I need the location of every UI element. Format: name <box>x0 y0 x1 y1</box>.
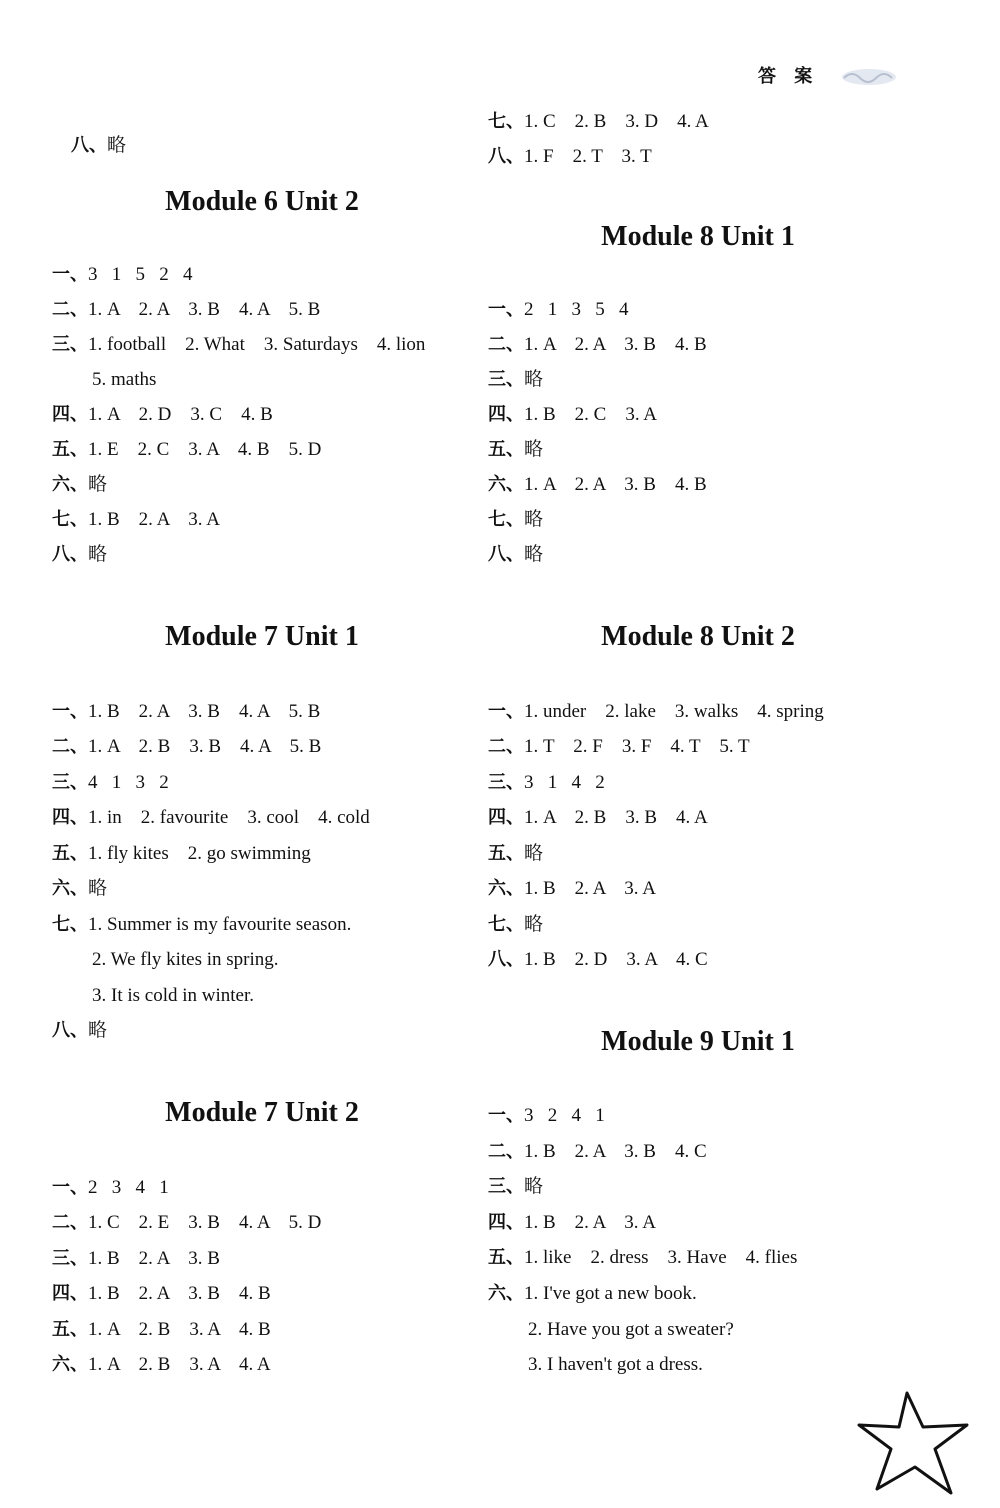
answer-line: 四、1. A 2. D 3. C 4. B <box>52 404 273 425</box>
answer-line: 3. I haven't got a dress. <box>528 1354 703 1375</box>
answer-line: 一、3 1 5 2 4 <box>52 264 193 285</box>
answer-line: 一、1. under 2. lake 3. walks 4. spring <box>488 701 824 722</box>
answer-line: 一、2 1 3 5 4 <box>488 299 629 320</box>
section-title: Module 8 Unit 2 <box>601 621 795 652</box>
answer-line: 5. maths <box>92 369 157 390</box>
answer-line: 二、1. B 2. A 3. B 4. C <box>488 1141 707 1162</box>
answer-line: 二、1. A 2. B 3. B 4. A 5. B <box>52 736 322 757</box>
answer-line: 六、1. A 2. B 3. A 4. A <box>52 1354 271 1375</box>
answer-line: 八、略 <box>488 544 544 565</box>
answer-line: 四、1. B 2. C 3. A <box>488 404 658 425</box>
answer-line: 2. We fly kites in spring. <box>92 949 279 970</box>
answer-line: 三、3 1 4 2 <box>488 772 605 793</box>
answer-line: 一、2 3 4 1 <box>52 1177 169 1198</box>
answer-line: 七、略 <box>488 914 544 935</box>
answer-line: 四、1. B 2. A 3. B 4. B <box>52 1283 271 1304</box>
answer-line: 四、1. in 2. favourite 3. cool 4. cold <box>52 807 370 828</box>
answer-line: 八、1. F 2. T 3. T <box>488 146 652 167</box>
answer-line: 五、略 <box>488 843 544 864</box>
answer-line: 二、1. A 2. A 3. B 4. A 5. B <box>52 299 321 320</box>
answer-line: 三、略 <box>488 1176 544 1197</box>
answer-line: 八、略 <box>71 135 127 156</box>
answer-line: 三、1. B 2. A 3. B <box>52 1248 220 1269</box>
answer-line: 一、1. B 2. A 3. B 4. A 5. B <box>52 701 321 722</box>
section-title: Module 9 Unit 1 <box>601 1026 795 1057</box>
answer-line: 2. Have you got a sweater? <box>528 1319 734 1340</box>
answer-line: 二、1. C 2. E 3. B 4. A 5. D <box>52 1212 322 1233</box>
section-title: Module 6 Unit 2 <box>165 186 359 217</box>
section-title: Module 7 Unit 2 <box>165 1097 359 1128</box>
answer-line: 五、1. A 2. B 3. A 4. B <box>52 1319 271 1340</box>
answer-line: 六、略 <box>52 474 108 495</box>
answer-line: 一、3 2 4 1 <box>488 1105 605 1126</box>
section-title: Module 7 Unit 1 <box>165 621 359 652</box>
answer-line: 3. It is cold in winter. <box>92 985 255 1006</box>
answer-line: 五、1. E 2. C 3. A 4. B 5. D <box>52 439 322 460</box>
star-icon <box>855 1385 995 1500</box>
answer-line: 三、1. football 2. What 3. Saturdays 4. lion <box>52 334 426 355</box>
answer-line: 五、略 <box>488 439 544 460</box>
answer-line: 四、1. A 2. B 3. B 4. A <box>488 807 708 828</box>
answer-line: 三、4 1 3 2 <box>52 772 169 793</box>
answer-line: 五、1. fly kites 2. go swimming <box>52 843 311 864</box>
answer-line: 七、略 <box>488 509 544 530</box>
answer-line: 二、1. T 2. F 3. F 4. T 5. T <box>488 736 750 757</box>
answer-line: 六、略 <box>52 878 108 899</box>
answer-line: 五、1. like 2. dress 3. Have 4. flies <box>488 1247 798 1268</box>
answer-line: 八、略 <box>52 1020 108 1041</box>
answer-line: 八、略 <box>52 544 108 565</box>
answer-line: 七、1. C 2. B 3. D 4. A <box>488 111 709 132</box>
decorative-wave-icon <box>840 66 898 88</box>
answer-line: 七、1. B 2. A 3. A <box>52 509 220 530</box>
answer-line: 六、1. I've got a new book. <box>488 1283 697 1304</box>
answer-line: 七、1. Summer is my favourite season. <box>52 914 352 935</box>
section-title: Module 8 Unit 1 <box>601 221 795 252</box>
answer-line: 二、1. A 2. A 3. B 4. B <box>488 334 707 355</box>
page-header-label: 答 案 <box>758 66 819 87</box>
answer-line: 六、1. B 2. A 3. A <box>488 878 656 899</box>
answer-line: 四、1. B 2. A 3. A <box>488 1212 656 1233</box>
answer-line: 三、略 <box>488 369 544 390</box>
answer-line: 八、1. B 2. D 3. A 4. C <box>488 949 708 970</box>
answer-line: 六、1. A 2. A 3. B 4. B <box>488 474 707 495</box>
